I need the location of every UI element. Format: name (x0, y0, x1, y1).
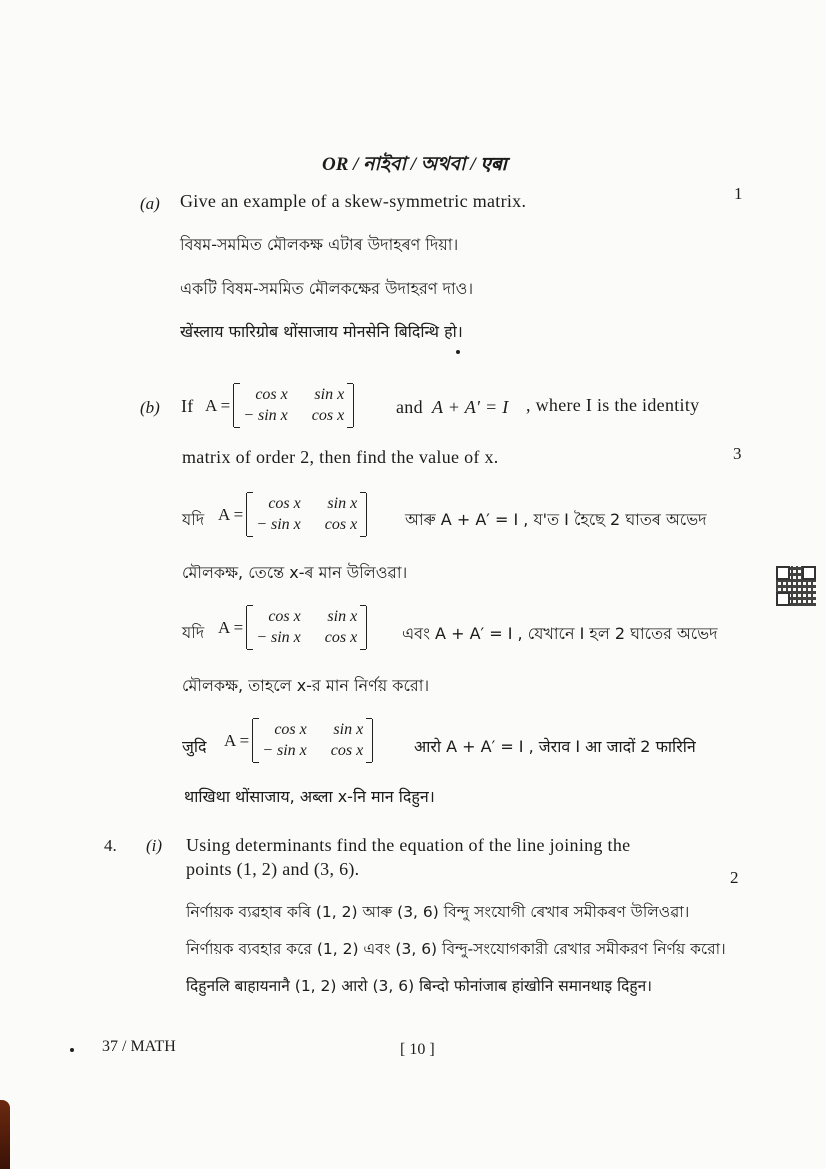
matrix-lhs: A = (205, 395, 231, 415)
question-4-english-1: Using determinants find the equation of the line joining the (186, 835, 631, 855)
matrix-cell: cos x (311, 407, 345, 424)
part-a-bengali: একটি বিষম-সমমিত মৌলকক্ষের উদাহরণ দাও। (180, 279, 474, 298)
part-a-label: (a) (140, 194, 160, 213)
matrix-cell: sin x (327, 608, 358, 625)
matrix-lhs: A = (224, 730, 250, 750)
matrix-cell: cos x (324, 516, 358, 533)
part-b-marks: 3 (733, 444, 742, 463)
question-4-assamese: নির্ণায়ক ব্যৱহাৰ কৰি (1, 2) আৰু (3, 6) বিন্দু সংযোগী ৰেখাৰ সমীকৰণ উলিওৱা। (186, 903, 690, 921)
part-b-assamese-1: আৰু A + A′ = I , য'ত I হৈছে 2 ঘাতৰ অভেদ (405, 510, 707, 529)
matrix-cell: − sin x (256, 629, 301, 646)
footer-paper-code: 37 / MATH (102, 1038, 176, 1055)
part-b-label: (b) (140, 398, 160, 417)
matrix-cell: sin x (333, 721, 364, 738)
matrix-body (246, 493, 367, 536)
question-4-bodo: दिहुनलि बाहायनानै (1, 2) आरो (3, 6) बिन्दो फोनांजाब हांखोनि समानथाइ दिहुन। (186, 977, 653, 995)
part-b-bengali-if: যদি (182, 623, 205, 642)
part-b-if: If (181, 396, 194, 416)
question-4-bengali: নির্ণায়ক ব্যবহার করে (1, 2) এবং (3, 6) বিন্দু-সংযোগকারী রেখার সমীকরণ নির্ণয় করো। (186, 940, 726, 958)
part-b-english-1-end: , where I is the identity (526, 395, 700, 415)
scan-edge-artifact (0, 1100, 10, 1169)
part-b-bengali-1: এবং A + A′ = I , যেখানে I হল 2 ঘাতের অভেদ (402, 624, 718, 643)
matrix-body (246, 606, 367, 649)
part-a-english: Give an example of a skew-symmetric matrix. (180, 191, 527, 211)
matrix-bengali (218, 606, 367, 649)
footer-bullet (70, 1048, 74, 1052)
section-heading: OR / নাইবা / অথবা / एबा (322, 154, 507, 175)
matrix-cell: cos x (268, 495, 301, 512)
matrix-cell: sin x (314, 386, 345, 403)
matrix-cell: cos x (274, 721, 307, 738)
part-a-assamese: বিষম-সমমিত মৌলকক্ষ এটাৰ উদাহৰণ দিয়া। (180, 235, 459, 254)
part-b-bodo-if: जुदि (182, 737, 207, 756)
matrix-bodo (224, 719, 373, 762)
matrix-english (205, 384, 354, 427)
part-b-bodo-2: थाखिथा थोंसाजाय, अब्ला x-नि मान दिहुन। (184, 787, 435, 806)
part-a-bodo: खेंस्लाय फारिग्रोब थोंसाजाय मोनसेनि बिदिन्थि हो। (180, 322, 463, 341)
matrix-cell: − sin x (243, 407, 288, 424)
question-4-label: (i) (146, 836, 163, 855)
ink-dot (456, 350, 460, 354)
part-b-equation: A + A′ = I (432, 397, 509, 417)
question-4-number: 4. (104, 836, 117, 855)
qr-code (776, 566, 816, 606)
part-b-bengali-2: মৌলকক্ষ, তাহলে x-র মান নির্ণয় করো। (182, 676, 430, 695)
matrix-cell: cos x (330, 742, 364, 759)
matrix-cell: − sin x (256, 516, 301, 533)
matrix-cell: sin x (327, 495, 358, 512)
part-b-assamese-2: মৌলকক্ষ, তেন্তে x-ৰ মান উলিওৱা। (182, 563, 408, 582)
part-a-marks: 1 (734, 184, 743, 203)
matrix-cell: cos x (324, 629, 358, 646)
question-4-marks: 2 (730, 868, 739, 887)
matrix-cell: cos x (255, 386, 288, 403)
matrix-lhs: A = (218, 617, 244, 637)
footer-page-number: [ 10 ] (400, 1041, 435, 1058)
part-b-assamese-if: যদি (182, 510, 205, 529)
matrix-cell: cos x (268, 608, 301, 625)
part-b-english-2: matrix of order 2, then find the value of x. (182, 447, 499, 467)
part-b-and: and (396, 397, 423, 417)
matrix-body (233, 384, 354, 427)
matrix-lhs: A = (218, 504, 244, 524)
part-b-bodo-1: आरो A + A′ = I , जेराव I आ जादों 2 फारिनि (414, 737, 696, 756)
matrix-cell: − sin x (262, 742, 307, 759)
matrix-body (252, 719, 373, 762)
question-4-english-2: points (1, 2) and (3, 6). (186, 859, 360, 879)
matrix-assamese (218, 493, 367, 536)
